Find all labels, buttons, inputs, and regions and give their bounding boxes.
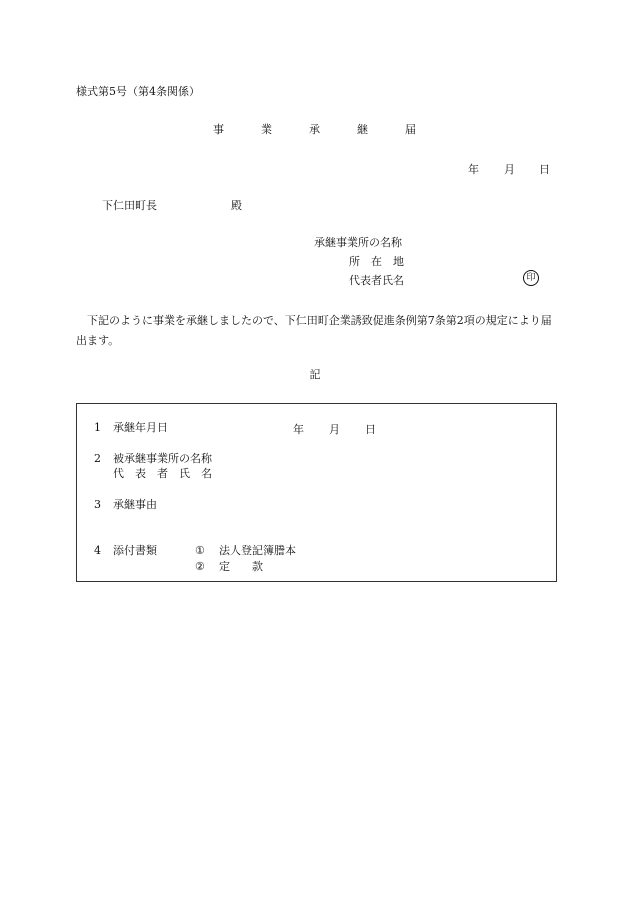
item-label: 添付書類 (113, 544, 157, 557)
doc-mark: ② (195, 560, 205, 573)
item-label: 承継事由 (113, 498, 157, 511)
form-number: 様式第5号（第4条関係） (76, 85, 200, 98)
title-char: 事 (213, 123, 224, 136)
date-month: 月 (504, 163, 515, 176)
successor-name-label: 承継事業所の名称 (314, 236, 402, 249)
addressee-honorific: 殿 (231, 199, 242, 212)
addressee-name: 下仁田町長 (102, 199, 157, 212)
date-year: 年 (293, 423, 304, 436)
document-title (0, 123, 630, 137)
item-number: 4 (94, 544, 101, 557)
item-label: 承継年月日 (113, 421, 168, 434)
item-sub-label: 代 表 者 氏 名 (113, 467, 212, 480)
address-label: 所在地 (349, 255, 415, 268)
doc-mark: ① (195, 544, 205, 557)
date-year: 年 (468, 163, 479, 176)
date-day: 日 (365, 423, 376, 436)
representative-label: 代表者氏名 (349, 274, 404, 287)
date-day: 日 (539, 163, 550, 176)
seal-mark: 印 (523, 270, 539, 286)
title-char: 継 (357, 123, 368, 136)
item-label: 被承継事業所の名称 (113, 452, 212, 465)
doc-name: 定 款 (219, 560, 263, 573)
title-char: 届 (405, 123, 416, 136)
title-char: 承 (309, 123, 320, 136)
doc-name: 法人登記簿謄本 (219, 544, 296, 557)
ki-heading: 記 (309, 368, 321, 381)
title-char: 業 (261, 123, 272, 136)
item-number: 2 (94, 452, 101, 465)
item-number: 3 (94, 498, 101, 511)
date-month: 月 (329, 423, 340, 436)
details-box (76, 403, 557, 582)
item-number: 1 (94, 421, 101, 434)
body-text: 下記のように事業を承継しましたので、下仁田町企業誘致促進条例第7条第2項の規定により届出ます。 (76, 314, 552, 347)
